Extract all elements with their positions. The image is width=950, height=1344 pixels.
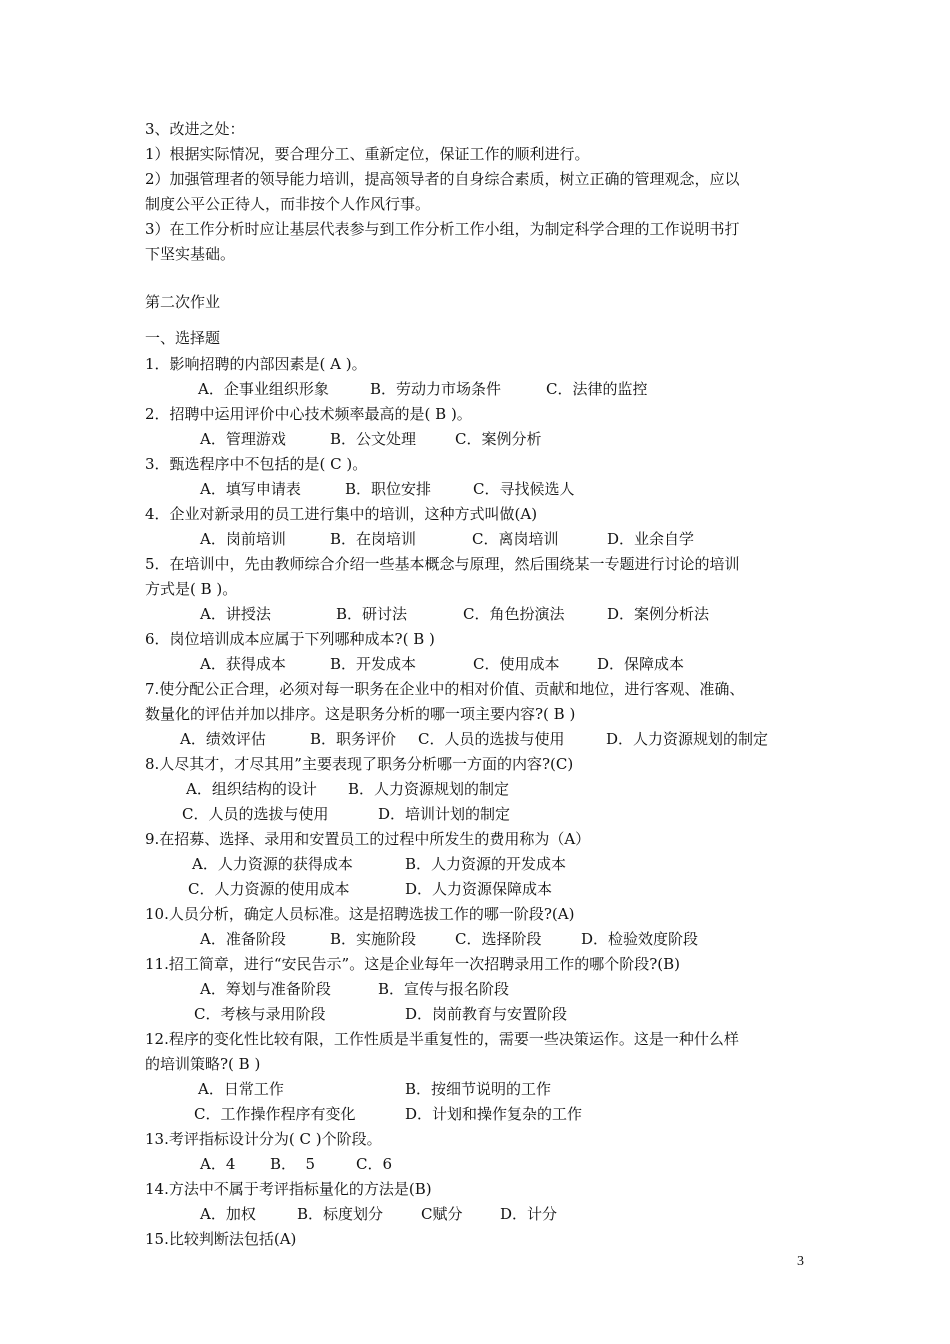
question-text: 方式是( B )。: [145, 580, 238, 598]
question-text: 3．甄选程序中不包括的是( C )。: [145, 455, 368, 473]
answer-option: C．人员的选拔与使用: [182, 805, 329, 823]
answer-option: A．填写申请表: [200, 480, 301, 498]
question-text: 10.人员分析，确定人员标准。这是招聘选拔工作的哪一阶段?(A): [145, 905, 575, 923]
question-text: 数量化的评估并加以排序。这是职务分析的哪一项主要内容?( B ): [145, 705, 576, 723]
improvement-line: 1）根据实际情况，要合理分工、重新定位，保证工作的顺利进行。: [145, 145, 590, 163]
question-text: 12.程序的变化性比较有限，工作性质是半重复性的，需要一些决策运作。这是一种什么样: [145, 1030, 739, 1048]
answer-option: C赋分: [421, 1205, 463, 1223]
answer-option: B．职位安排: [345, 480, 432, 498]
question-text: 2．招聘中运用评价中心技术频率最高的是( B )。: [145, 405, 472, 423]
answer-option: A．讲授法: [200, 605, 271, 623]
answer-option: B．在岗培训: [330, 530, 417, 548]
answer-option: B．职务评价: [310, 730, 397, 748]
answer-option: A．岗前培训: [200, 530, 286, 548]
answer-option: C．寻找候选人: [473, 480, 575, 498]
question-text: 1．影响招聘的内部因素是( A )。: [145, 355, 367, 373]
answer-option: B．劳动力市场条件: [370, 380, 502, 398]
answer-option: B．实施阶段: [330, 930, 417, 948]
question-text: 7.使分配公正合理，必须对每一职务在企业中的相对价值、贡献和地位，进行客观、准确、: [145, 680, 745, 698]
answer-option: D．培训计划的制定: [378, 805, 511, 823]
question-text: 5．在培训中，先由教师综合介绍一些基本概念与原理，然后围绕某一专题进行讨论的培训: [145, 555, 740, 573]
answer-option: C．法律的监控: [546, 380, 648, 398]
answer-option: C．使用成本: [473, 655, 560, 673]
answer-option: D．业余自学: [607, 530, 695, 548]
answer-option: B．按细节说明的工作: [405, 1080, 552, 1098]
answer-option: B．人力资源规划的制定: [348, 780, 510, 798]
assignment-title: 第二次作业: [145, 293, 221, 311]
question-text: 13.考评指标设计分为( C )个阶段。: [145, 1130, 382, 1148]
question-text: 6．岗位培训成本应属于下列哪种成本?( B ): [145, 630, 435, 648]
answer-option: C．角色扮演法: [463, 605, 565, 623]
answer-option: D．人力资源规划的制定: [606, 730, 769, 748]
question-text: 11.招工简章，进行“安民告示”。这是企业每年一次招聘录用工作的哪个阶段?(B): [145, 955, 680, 973]
question-text: 9.在招募、选择、录用和安置员工的过程中所发生的费用称为（A）: [145, 830, 591, 848]
answer-option: D．计分: [500, 1205, 558, 1223]
improvement-line: 下坚实基础。: [145, 245, 236, 263]
answer-option: B．开发成本: [330, 655, 417, 673]
answer-option: B．人力资源的开发成本: [405, 855, 567, 873]
answer-option: B． 5: [270, 1155, 316, 1173]
question-text: 14.方法中不属于考评指标量化的方法是(B): [145, 1180, 432, 1198]
answer-option: A．加权: [200, 1205, 256, 1223]
answer-option: C．考核与录用阶段: [194, 1005, 326, 1023]
answer-option: D．人力资源保障成本: [405, 880, 553, 898]
answer-option: B．公文处理: [330, 430, 417, 448]
answer-option: C．离岗培训: [472, 530, 559, 548]
answer-option: B．研讨法: [336, 605, 408, 623]
answer-option: B．宣传与报名阶段: [378, 980, 510, 998]
section-heading: 一、选择题: [145, 329, 221, 347]
answer-option: D．岗前教育与安置阶段: [405, 1005, 568, 1023]
improvement-line: 3）在工作分析时应让基层代表参与到工作分析工作小组，为制定科学合理的工作说明书打: [145, 220, 740, 238]
answer-option: C．案例分析: [455, 430, 542, 448]
question-text: 8.人尽其才，才尽其用”主要表现了职务分析哪一方面的内容?(C): [145, 755, 574, 773]
answer-option: A．人力资源的获得成本: [192, 855, 353, 873]
answer-option: A．组织结构的设计: [186, 780, 317, 798]
answer-option: C．选择阶段: [455, 930, 542, 948]
improvement-line: 制度公平公正待人，而非按个人作风行事。: [145, 195, 431, 213]
improvement-line: 2）加强管理者的领导能力培训，提高领导者的自身综合素质，树立正确的管理观念，应以: [145, 170, 740, 188]
section-heading: 3、改进之处：: [145, 120, 245, 138]
answer-option: A．筹划与准备阶段: [200, 980, 331, 998]
question-text: 15.比较判断法包括(A): [145, 1230, 297, 1248]
answer-option: B．标度划分: [297, 1205, 384, 1223]
answer-option: A．绩效评估: [180, 730, 266, 748]
answer-option: A．日常工作: [198, 1080, 284, 1098]
question-text: 的培训策略?( B ): [145, 1055, 261, 1073]
answer-option: D．案例分析法: [607, 605, 710, 623]
answer-option: A．企事业组织形象: [198, 380, 329, 398]
answer-option: A．获得成本: [200, 655, 286, 673]
answer-option: A．4: [200, 1155, 236, 1173]
answer-option: C．人员的选拔与使用: [418, 730, 565, 748]
answer-option: A．准备阶段: [200, 930, 286, 948]
answer-option: D．保障成本: [597, 655, 685, 673]
answer-option: A．管理游戏: [200, 430, 286, 448]
page-number: 3: [797, 1254, 804, 1269]
answer-option: C．6: [356, 1155, 393, 1173]
question-text: 4．企业对新录用的员工进行集中的培训，这种方式叫做(A): [145, 505, 538, 523]
answer-option: C．人力资源的使用成本: [188, 880, 350, 898]
answer-option: D．检验效度阶段: [581, 930, 699, 948]
answer-option: C．工作操作程序有变化: [194, 1105, 356, 1123]
answer-option: D．计划和操作复杂的工作: [405, 1105, 583, 1123]
